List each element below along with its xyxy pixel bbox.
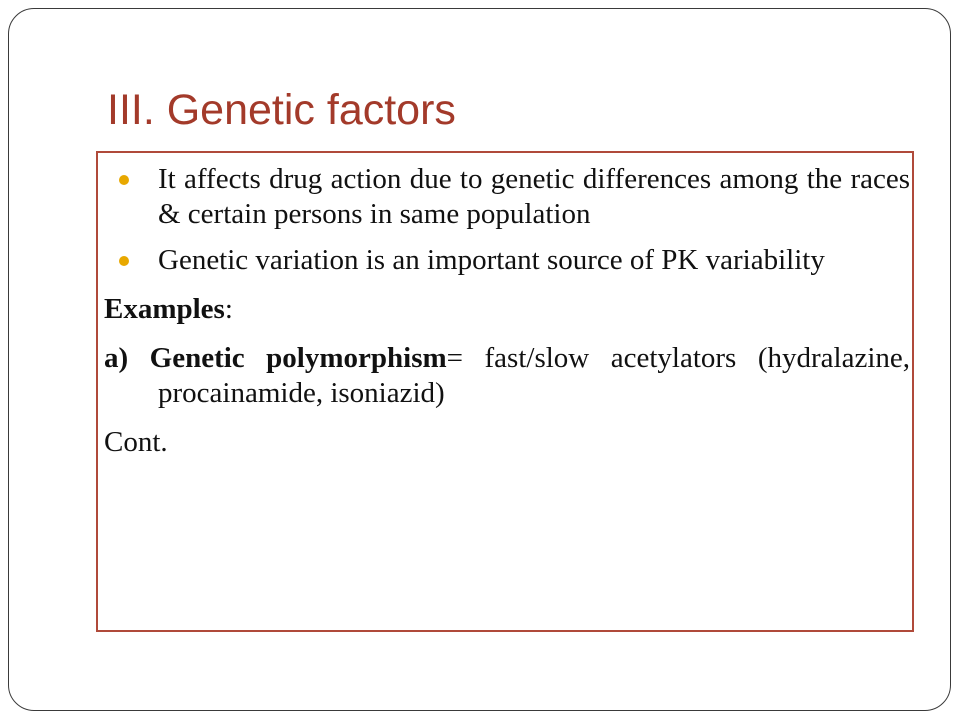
example-a-label: a) Genetic polymorphism <box>104 342 447 374</box>
examples-colon: : <box>224 293 233 325</box>
example-a-text: = fast/slow acetylators (hydralazine, procainamide, isoniazid) <box>158 342 910 409</box>
slide-content <box>104 162 910 460</box>
bullet-item-genetic-variation <box>104 243 910 278</box>
bullet-dot-icon <box>119 256 129 266</box>
examples-heading <box>104 292 910 327</box>
bullet-item-genetic-differences <box>104 162 910 232</box>
bullet-text: It affects drug action due to genetic differences among the races & certain persons in same population <box>158 163 910 230</box>
examples-label: Examples <box>104 293 225 325</box>
slide-title: III. Genetic factors <box>107 86 456 134</box>
bullet-text: Genetic variation is an important source of PK variability <box>158 244 825 276</box>
bullet-dot-icon <box>119 175 129 185</box>
continuation-text: Cont. <box>104 426 168 458</box>
example-a <box>104 341 910 411</box>
